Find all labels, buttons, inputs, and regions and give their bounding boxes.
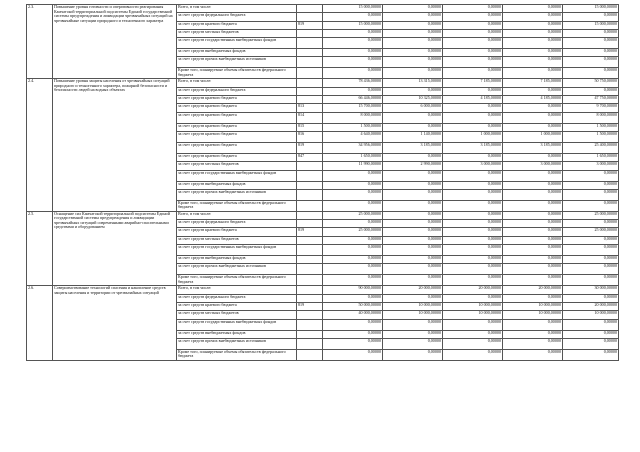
amount-cell: 0,00000 xyxy=(503,57,563,68)
amount-cell: 0,00000 xyxy=(383,294,443,302)
amount-cell: 10 000,00000 xyxy=(383,311,443,319)
amount-cell: 66 446,00000 xyxy=(323,96,383,104)
table-row xyxy=(27,211,619,219)
funding-source-cell: за счет средств краевого бюджета xyxy=(177,96,297,104)
amount-cell: 0,00000 xyxy=(503,104,563,112)
amount-cell: 3 000,00000 xyxy=(503,162,563,170)
amount-cell: 10 000,00000 xyxy=(503,302,563,310)
amount-cell: 0,00000 xyxy=(383,87,443,95)
amount-cell: 50 000,00000 xyxy=(323,302,383,310)
amount-cell: 0,00000 xyxy=(443,245,503,256)
amount-cell: 0,00000 xyxy=(443,21,503,29)
amount-cell: 10 000,00000 xyxy=(443,311,503,319)
budget-code-cell xyxy=(297,162,323,170)
funding-source-cell: Кроме того, планируемые объемы обязательств федерального бюджета xyxy=(177,200,297,211)
amount-cell: 0,00000 xyxy=(563,57,619,68)
amount-cell: 8 000,00000 xyxy=(323,112,383,123)
amount-cell: 0,00000 xyxy=(323,87,383,95)
amount-cell: 0,00000 xyxy=(383,211,443,219)
amount-cell: 0,00000 xyxy=(443,38,503,49)
amount-cell: 0,00000 xyxy=(503,200,563,211)
funding-source-cell: Всего, в том числе: xyxy=(177,5,297,13)
amount-cell: 0,00000 xyxy=(563,264,619,275)
budget-code-cell xyxy=(297,68,323,79)
budget-code-cell xyxy=(297,256,323,264)
budget-code-cell: 847 xyxy=(297,153,323,161)
amount-cell: 0,00000 xyxy=(503,112,563,123)
funding-source-cell: за счет средств внебюджетных фондов xyxy=(177,49,297,57)
amount-cell: 0,00000 xyxy=(443,330,503,338)
amount-cell: 1 000,00000 xyxy=(503,131,563,142)
funding-source-cell: за счет средств внебюджетных фондов xyxy=(177,181,297,189)
amount-cell: 1 500,00000 xyxy=(323,123,383,131)
amount-cell: 10 000,00000 xyxy=(503,311,563,319)
amount-cell: 25 000,00000 xyxy=(323,211,383,219)
budget-table xyxy=(26,4,619,361)
budget-code-cell xyxy=(297,236,323,244)
amount-cell: 4 640,00000 xyxy=(323,131,383,142)
funding-source-cell: за счет средств краевого бюджета xyxy=(177,104,297,112)
section-index: 2.5. xyxy=(27,211,53,285)
amount-cell: 0,00000 xyxy=(383,330,443,338)
amount-cell: 0,00000 xyxy=(503,181,563,189)
amount-cell: 15 000,00000 xyxy=(323,21,383,29)
amount-cell: 0,00000 xyxy=(383,189,443,200)
amount-cell: 3 185,00000 xyxy=(503,142,563,153)
funding-source-cell: за счет средств прочих внебюджетных источников xyxy=(177,189,297,200)
amount-cell: 0,00000 xyxy=(383,264,443,275)
amount-cell: 20 000,00000 xyxy=(563,302,619,310)
amount-cell: 0,00000 xyxy=(443,338,503,349)
amount-cell: 0,00000 xyxy=(443,349,503,360)
amount-cell: 20 000,00000 xyxy=(503,286,563,294)
amount-cell: 25 000,00000 xyxy=(563,228,619,236)
amount-cell: 0,00000 xyxy=(443,87,503,95)
amount-cell: 10 000,00000 xyxy=(383,302,443,310)
amount-cell: 0,00000 xyxy=(443,294,503,302)
amount-cell: 0,00000 xyxy=(323,29,383,37)
amount-cell: 78 436,00000 xyxy=(323,79,383,87)
amount-cell: 0,00000 xyxy=(503,338,563,349)
amount-cell: 0,00000 xyxy=(503,153,563,161)
amount-cell: 0,00000 xyxy=(443,57,503,68)
amount-cell: 0,00000 xyxy=(443,211,503,219)
funding-source-cell: за счет средств местных бюджетов xyxy=(177,162,297,170)
funding-source-cell: за счет средств краевого бюджета xyxy=(177,153,297,161)
amount-cell: 0,00000 xyxy=(563,245,619,256)
amount-cell: 0,00000 xyxy=(563,275,619,286)
amount-cell: 0,00000 xyxy=(383,49,443,57)
amount-cell: 0,00000 xyxy=(323,256,383,264)
amount-cell: 0,00000 xyxy=(383,68,443,79)
amount-cell: 0,00000 xyxy=(383,38,443,49)
amount-cell: 0,00000 xyxy=(503,87,563,95)
amount-cell: 0,00000 xyxy=(443,112,503,123)
amount-cell: 0,00000 xyxy=(563,38,619,49)
amount-cell: 25 000,00000 xyxy=(563,211,619,219)
amount-cell: 0,00000 xyxy=(323,200,383,211)
amount-cell: 0,00000 xyxy=(443,256,503,264)
budget-code-cell xyxy=(297,311,323,319)
budget-code-cell: 815 xyxy=(297,123,323,131)
amount-cell: 0,00000 xyxy=(443,275,503,286)
funding-source-cell: за счет средств государственных внебюджетных фондов xyxy=(177,38,297,49)
amount-cell: 0,00000 xyxy=(383,181,443,189)
amount-cell: 0,00000 xyxy=(563,29,619,37)
funding-source-cell: за счет средств местных бюджетов xyxy=(177,236,297,244)
amount-cell: 30 000,00000 xyxy=(563,286,619,294)
amount-cell: 0,00000 xyxy=(323,264,383,275)
funding-source-cell: за счет средств краевого бюджета xyxy=(177,131,297,142)
funding-source-cell: за счет средств прочих внебюджетных источников xyxy=(177,338,297,349)
amount-cell: 4 185,00000 xyxy=(503,96,563,104)
budget-code-cell xyxy=(297,13,323,21)
funding-source-cell: за счет средств федерального бюджета xyxy=(177,294,297,302)
amount-cell: 1 500,00000 xyxy=(563,123,619,131)
amount-cell: 0,00000 xyxy=(323,294,383,302)
amount-cell: 10 000,00000 xyxy=(563,311,619,319)
amount-cell: 0,00000 xyxy=(563,13,619,21)
budget-code-cell: 819 xyxy=(297,21,323,29)
amount-cell: 3 185,00000 xyxy=(443,142,503,153)
amount-cell: 0,00000 xyxy=(323,319,383,330)
amount-cell: 25 000,00000 xyxy=(323,228,383,236)
amount-cell: 1 000,00000 xyxy=(443,131,503,142)
amount-cell: 0,00000 xyxy=(443,170,503,181)
funding-source-cell: за счет средств государственных внебюджетных фондов xyxy=(177,245,297,256)
amount-cell: 0,00000 xyxy=(503,349,563,360)
table-row xyxy=(27,79,619,87)
funding-source-cell: за счет средств государственных внебюджетных фондов xyxy=(177,170,297,181)
budget-code-cell xyxy=(297,181,323,189)
amount-cell: 0,00000 xyxy=(323,181,383,189)
budget-code-cell xyxy=(297,330,323,338)
budget-code-cell: 819 xyxy=(297,228,323,236)
amount-cell: 0,00000 xyxy=(563,256,619,264)
funding-source-cell: за счет средств местных бюджетов xyxy=(177,311,297,319)
amount-cell: 0,00000 xyxy=(563,200,619,211)
amount-cell: 0,00000 xyxy=(383,220,443,228)
amount-cell: 0,00000 xyxy=(383,123,443,131)
amount-cell: 0,00000 xyxy=(383,153,443,161)
amount-cell: 90 000,00000 xyxy=(323,286,383,294)
amount-cell: 20 000,00000 xyxy=(383,286,443,294)
amount-cell: 0,00000 xyxy=(323,245,383,256)
amount-cell: 34 956,00000 xyxy=(323,142,383,153)
amount-cell: 0,00000 xyxy=(383,245,443,256)
amount-cell: 0,00000 xyxy=(563,349,619,360)
budget-code-cell xyxy=(297,211,323,219)
amount-cell: 0,00000 xyxy=(443,228,503,236)
amount-cell: 0,00000 xyxy=(383,319,443,330)
amount-cell: 0,00000 xyxy=(563,338,619,349)
amount-cell: 13 315,00000 xyxy=(383,79,443,87)
amount-cell: 0,00000 xyxy=(383,5,443,13)
amount-cell: 7 185,00000 xyxy=(443,79,503,87)
budget-code-cell xyxy=(297,349,323,360)
amount-cell: 0,00000 xyxy=(443,264,503,275)
amount-cell: 0,00000 xyxy=(383,29,443,37)
budget-table-body xyxy=(27,5,619,361)
funding-source-cell: Всего, в том числе: xyxy=(177,286,297,294)
section-index: 2.4. xyxy=(27,79,53,211)
amount-cell: 8 000,00000 xyxy=(563,112,619,123)
amount-cell: 3 185,00000 xyxy=(383,142,443,153)
amount-cell: 0,00000 xyxy=(383,21,443,29)
section-title: Повышение уровня готовности и оперативности реагирования Камчатской территориальной подсистемы Единой государственной системы предупреждения и ликвидации чрезвычайных ситуаций на чрезвычайные ситуации природного и техногенного характера xyxy=(53,5,177,79)
funding-source-cell: Всего, в том числе: xyxy=(177,211,297,219)
budget-code-cell xyxy=(297,87,323,95)
amount-cell: 10 000,00000 xyxy=(443,302,503,310)
amount-cell: 0,00000 xyxy=(383,275,443,286)
funding-source-cell: за счет средств внебюджетных фондов xyxy=(177,330,297,338)
amount-cell: 0,00000 xyxy=(323,170,383,181)
amount-cell: 0,00000 xyxy=(503,5,563,13)
budget-code-cell xyxy=(297,79,323,87)
budget-code-cell: 813 xyxy=(297,104,323,112)
amount-cell: 0,00000 xyxy=(503,123,563,131)
amount-cell: 0,00000 xyxy=(323,57,383,68)
budget-code-cell xyxy=(297,220,323,228)
amount-cell: 47 750,00000 xyxy=(563,96,619,104)
amount-cell: 0,00000 xyxy=(503,228,563,236)
amount-cell: 0,00000 xyxy=(503,319,563,330)
funding-source-cell: Кроме того, планируемые объемы обязательств федерального бюджета xyxy=(177,349,297,360)
amount-cell: 50 750,00000 xyxy=(563,79,619,87)
amount-cell: 1 650,00000 xyxy=(323,153,383,161)
budget-code-cell xyxy=(297,38,323,49)
amount-cell: 0,00000 xyxy=(503,13,563,21)
amount-cell: 0,00000 xyxy=(383,256,443,264)
amount-cell: 40 000,00000 xyxy=(323,311,383,319)
amount-cell: 0,00000 xyxy=(383,170,443,181)
amount-cell: 0,00000 xyxy=(443,104,503,112)
amount-cell: 0,00000 xyxy=(503,256,563,264)
amount-cell: 15 000,00000 xyxy=(323,5,383,13)
amount-cell: 0,00000 xyxy=(383,338,443,349)
amount-cell: 0,00000 xyxy=(323,68,383,79)
budget-code-cell xyxy=(297,170,323,181)
amount-cell: 20 000,00000 xyxy=(443,286,503,294)
amount-cell: 0,00000 xyxy=(443,29,503,37)
amount-cell: 7 185,00000 xyxy=(503,79,563,87)
amount-cell: 0,00000 xyxy=(563,87,619,95)
budget-code-cell xyxy=(297,294,323,302)
amount-cell: 1 140,00000 xyxy=(383,131,443,142)
amount-cell: 0,00000 xyxy=(323,349,383,360)
funding-source-cell: Кроме того, планируемые объемы обязательств федерального бюджета xyxy=(177,68,297,79)
amount-cell: 15 000,00000 xyxy=(563,5,619,13)
amount-cell: 0,00000 xyxy=(503,29,563,37)
amount-cell: 2 990,00000 xyxy=(383,162,443,170)
amount-cell: 0,00000 xyxy=(563,181,619,189)
budget-code-cell xyxy=(297,57,323,68)
amount-cell: 0,00000 xyxy=(443,49,503,57)
amount-cell: 15 700,00000 xyxy=(323,104,383,112)
amount-cell: 0,00000 xyxy=(323,330,383,338)
amount-cell: 0,00000 xyxy=(383,200,443,211)
amount-cell: 0,00000 xyxy=(323,13,383,21)
amount-cell: 3 000,00000 xyxy=(443,162,503,170)
amount-cell: 0,00000 xyxy=(383,236,443,244)
budget-code-cell xyxy=(297,245,323,256)
funding-source-cell: Кроме того, планируемые объемы обязательств федерального бюджета xyxy=(177,275,297,286)
table-row xyxy=(27,5,619,13)
funding-source-cell: за счет средств прочих внебюджетных источников xyxy=(177,57,297,68)
budget-code-cell xyxy=(297,96,323,104)
budget-code-cell xyxy=(297,29,323,37)
amount-cell: 0,00000 xyxy=(503,68,563,79)
budget-code-cell xyxy=(297,275,323,286)
amount-cell: 0,00000 xyxy=(503,38,563,49)
amount-cell: 0,00000 xyxy=(323,220,383,228)
amount-cell: 0,00000 xyxy=(443,181,503,189)
amount-cell: 0,00000 xyxy=(443,189,503,200)
amount-cell: 0,00000 xyxy=(443,68,503,79)
amount-cell: 0,00000 xyxy=(563,236,619,244)
budget-code-cell xyxy=(297,319,323,330)
budget-code-cell xyxy=(297,5,323,13)
amount-cell: 0,00000 xyxy=(323,236,383,244)
amount-cell: 0,00000 xyxy=(383,57,443,68)
amount-cell: 0,00000 xyxy=(383,13,443,21)
amount-cell: 0,00000 xyxy=(443,123,503,131)
amount-cell: 0,00000 xyxy=(323,338,383,349)
budget-code-cell xyxy=(297,200,323,211)
amount-cell: 0,00000 xyxy=(443,200,503,211)
section-index: 2.3. xyxy=(27,5,53,79)
funding-source-cell: за счет средств краевого бюджета xyxy=(177,123,297,131)
amount-cell: 0,00000 xyxy=(563,330,619,338)
amount-cell: 9 700,00000 xyxy=(563,104,619,112)
funding-source-cell: за счет средств краевого бюджета xyxy=(177,142,297,153)
amount-cell: 10 325,00000 xyxy=(383,96,443,104)
amount-cell: 0,00000 xyxy=(323,38,383,49)
amount-cell: 0,00000 xyxy=(563,170,619,181)
amount-cell: 0,00000 xyxy=(443,153,503,161)
budget-code-cell: 819 xyxy=(297,142,323,153)
amount-cell: 0,00000 xyxy=(443,220,503,228)
amount-cell: 15 000,00000 xyxy=(563,21,619,29)
amount-cell: 0,00000 xyxy=(503,264,563,275)
section-title: Оснащение сил Камчатской территориальной подсистемы Единой государственной системы предупреждения и ликвидации чрезвычайных ситуаций современными аварийно-спасательными средствами и оборудованием xyxy=(53,211,177,285)
amount-cell: 0,00000 xyxy=(563,319,619,330)
amount-cell: 0,00000 xyxy=(383,349,443,360)
amount-cell: 0,00000 xyxy=(503,189,563,200)
amount-cell: 0,00000 xyxy=(503,236,563,244)
funding-source-cell: за счет средств внебюджетных фондов xyxy=(177,256,297,264)
funding-source-cell: за счет средств государственных внебюджетных фондов xyxy=(177,319,297,330)
section-title: Совершенствование технологий спасения и накопление средств защиты населения и территории от чрезвычайных ситуаций xyxy=(53,286,177,360)
amount-cell: 0,00000 xyxy=(503,220,563,228)
amount-cell: 1 500,00000 xyxy=(563,131,619,142)
amount-cell: 0,00000 xyxy=(323,189,383,200)
budget-code-cell: 816 xyxy=(297,131,323,142)
amount-cell: 0,00000 xyxy=(563,49,619,57)
budget-code-cell xyxy=(297,49,323,57)
budget-code-cell xyxy=(297,338,323,349)
funding-source-cell: за счет средств федерального бюджета xyxy=(177,87,297,95)
funding-source-cell: за счет средств федерального бюджета xyxy=(177,220,297,228)
amount-cell: 0,00000 xyxy=(383,228,443,236)
amount-cell: 0,00000 xyxy=(563,68,619,79)
amount-cell: 0,00000 xyxy=(563,189,619,200)
amount-cell: 0,00000 xyxy=(503,211,563,219)
amount-cell: 0,00000 xyxy=(563,220,619,228)
section-title: Повышение уровня защиты населения от чрезвычайных ситуаций природного и техногенного характера, пожарной безопасности и безопасности людей на водных объектах xyxy=(53,79,177,211)
amount-cell: 0,00000 xyxy=(503,245,563,256)
amount-cell: 3 000,00000 xyxy=(563,162,619,170)
funding-source-cell: за счет средств краевого бюджета xyxy=(177,302,297,310)
funding-source-cell: за счет средств местных бюджетов xyxy=(177,29,297,37)
amount-cell: 0,00000 xyxy=(503,330,563,338)
amount-cell: 0,00000 xyxy=(443,13,503,21)
funding-source-cell: за счет средств краевого бюджета xyxy=(177,21,297,29)
amount-cell: 0,00000 xyxy=(503,275,563,286)
amount-cell: 0,00000 xyxy=(563,294,619,302)
amount-cell: 0,00000 xyxy=(323,49,383,57)
amount-cell: 0,00000 xyxy=(503,49,563,57)
budget-code-cell xyxy=(297,189,323,200)
amount-cell: 25 400,00000 xyxy=(563,142,619,153)
table-row xyxy=(27,286,619,294)
funding-source-cell: за счет средств краевого бюджета xyxy=(177,228,297,236)
amount-cell: 0,00000 xyxy=(443,236,503,244)
budget-code-cell: 819 xyxy=(297,302,323,310)
amount-cell: 6 000,00000 xyxy=(383,104,443,112)
funding-source-cell: за счет средств краевого бюджета xyxy=(177,112,297,123)
budget-code-cell xyxy=(297,264,323,275)
amount-cell: 0,00000 xyxy=(383,112,443,123)
funding-source-cell: за счет средств прочих внебюджетных источников xyxy=(177,264,297,275)
funding-source-cell: за счет средств федерального бюджета xyxy=(177,13,297,21)
amount-cell: 0,00000 xyxy=(323,275,383,286)
amount-cell: 0,00000 xyxy=(503,294,563,302)
amount-cell: 4 185,00000 xyxy=(443,96,503,104)
section-index: 2.6. xyxy=(27,286,53,360)
amount-cell: 0,00000 xyxy=(443,5,503,13)
budget-code-cell xyxy=(297,286,323,294)
amount-cell: 0,00000 xyxy=(443,319,503,330)
amount-cell: 1 650,00000 xyxy=(563,153,619,161)
funding-source-cell: Всего, в том числе: xyxy=(177,79,297,87)
budget-code-cell: 814 xyxy=(297,112,323,123)
amount-cell: 0,00000 xyxy=(503,170,563,181)
amount-cell: 11 990,00000 xyxy=(323,162,383,170)
amount-cell: 0,00000 xyxy=(503,21,563,29)
